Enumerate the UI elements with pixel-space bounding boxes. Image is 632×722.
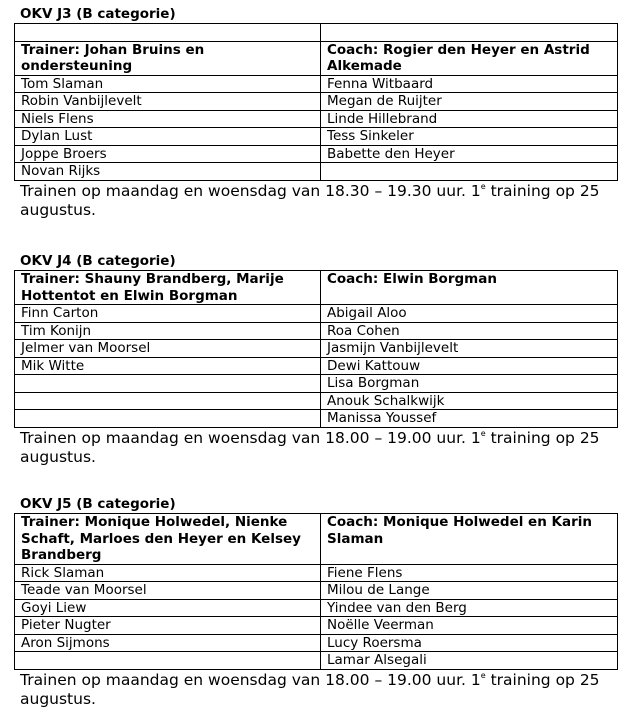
table-row xyxy=(15,634,618,652)
table-row xyxy=(15,75,618,93)
table-row xyxy=(15,410,618,428)
team-roster-table xyxy=(14,513,618,670)
player-cell: Mik Witte xyxy=(15,357,321,375)
table-row xyxy=(15,110,618,128)
player-cell: Anouk Schalkwijk xyxy=(321,392,618,410)
table-row xyxy=(15,163,618,181)
table-row xyxy=(15,322,618,340)
player-cell: Novan Rijks xyxy=(15,163,321,181)
table-row xyxy=(15,305,618,323)
table-row xyxy=(15,564,618,582)
player-cell: Fiene Flens xyxy=(321,564,618,582)
table-row xyxy=(15,145,618,163)
player-cell: Tess Sinkeler xyxy=(321,128,618,146)
note-superscript: e xyxy=(480,428,486,438)
player-cell: Lamar Alsegali xyxy=(321,652,618,670)
spacer-row xyxy=(15,24,618,42)
note-text: training op 25 augustus. xyxy=(20,428,600,466)
player-cell: Dylan Lust xyxy=(15,128,321,146)
coach-header: Coach: Elwin Borgman xyxy=(321,271,618,305)
player-cell: Babette den Heyer xyxy=(321,145,618,163)
player-cell: Jelmer van Moorsel xyxy=(15,340,321,358)
table-row xyxy=(15,582,618,600)
spacer-cell xyxy=(15,24,321,42)
team-section-j5 xyxy=(14,496,618,709)
header-row xyxy=(15,514,618,565)
player-cell: Milou de Lange xyxy=(321,582,618,600)
spacer-cell xyxy=(321,24,618,42)
player-cell: Noëlle Veerman xyxy=(321,617,618,635)
team-title: OKV J5 (B categorie) xyxy=(20,496,176,512)
player-cell: Rick Slaman xyxy=(15,564,321,582)
player-cell: Roa Cohen xyxy=(321,322,618,340)
player-cell: Manissa Youssef xyxy=(321,410,618,428)
table-row xyxy=(15,357,618,375)
player-cell: Lisa Borgman xyxy=(321,375,618,393)
player-cell: Lucy Roersma xyxy=(321,634,618,652)
table-row xyxy=(15,617,618,635)
player-cell: Goyi Liew xyxy=(15,599,321,617)
player-cell xyxy=(15,375,321,393)
note-superscript: e xyxy=(480,181,486,191)
note-superscript: e xyxy=(480,670,486,680)
header-row xyxy=(15,271,618,305)
player-cell: Tom Slaman xyxy=(15,75,321,93)
player-cell: Robin Vanbijlevelt xyxy=(15,93,321,111)
team-roster-table xyxy=(14,23,618,181)
team-title: OKV J4 (B categorie) xyxy=(20,253,176,269)
player-cell: Niels Flens xyxy=(15,110,321,128)
note-text: Trainen op maandag en woensdag van 18.00 – 19.00 uur. 1 xyxy=(20,670,481,689)
table-row xyxy=(15,340,618,358)
team-title: OKV J3 (B categorie) xyxy=(20,6,176,22)
team-section-j4 xyxy=(14,253,618,467)
team-section-j3 xyxy=(14,6,618,220)
player-cell: Jasmijn Vanbijlevelt xyxy=(321,340,618,358)
table-row xyxy=(15,392,618,410)
player-cell: Linde Hillebrand xyxy=(321,110,618,128)
note-text: training op 25 augustus. xyxy=(20,670,600,708)
player-cell xyxy=(321,163,618,181)
player-cell: Pieter Nugter xyxy=(15,617,321,635)
player-cell: Tim Konijn xyxy=(15,322,321,340)
coach-header: Coach: Rogier den Heyer en Astrid Alkemade xyxy=(321,41,618,75)
note-text: Trainen op maandag en woensdag van 18.00 – 19.00 uur. 1 xyxy=(20,428,481,447)
table-row xyxy=(15,599,618,617)
table-row xyxy=(15,375,618,393)
player-cell: Aron Sijmons xyxy=(15,634,321,652)
player-cell: Joppe Broers xyxy=(15,145,321,163)
player-cell xyxy=(15,392,321,410)
note-text: training op 25 augustus. xyxy=(20,181,600,219)
player-cell: Fenna Witbaard xyxy=(321,75,618,93)
trainer-header: Trainer: Johan Bruins en ondersteuning xyxy=(15,41,321,75)
player-cell: Dewi Kattouw xyxy=(321,357,618,375)
table-row xyxy=(15,128,618,146)
header-row xyxy=(15,41,618,75)
player-cell xyxy=(15,410,321,428)
table-row xyxy=(15,93,618,111)
training-note xyxy=(14,671,618,709)
training-note xyxy=(14,182,618,220)
team-roster-table xyxy=(14,270,618,428)
coach-header: Coach: Monique Holwedel en Karin Slaman xyxy=(321,514,618,565)
player-cell: Abigail Aloo xyxy=(321,305,618,323)
player-cell: Yindee van den Berg xyxy=(321,599,618,617)
note-text: Trainen op maandag en woensdag van 18.30 – 19.30 uur. 1 xyxy=(20,181,481,200)
trainer-header: Trainer: Shauny Brandberg, Marije Hottentot en Elwin Borgman xyxy=(15,271,321,305)
training-note xyxy=(14,429,618,467)
player-cell: Megan de Ruijter xyxy=(321,93,618,111)
trainer-header: Trainer: Monique Holwedel, Nienke Schaft, Marloes den Heyer en Kelsey Brandberg xyxy=(15,514,321,565)
player-cell: Finn Carton xyxy=(15,305,321,323)
player-cell: Teade van Moorsel xyxy=(15,582,321,600)
player-cell xyxy=(15,652,321,670)
table-row xyxy=(15,652,618,670)
